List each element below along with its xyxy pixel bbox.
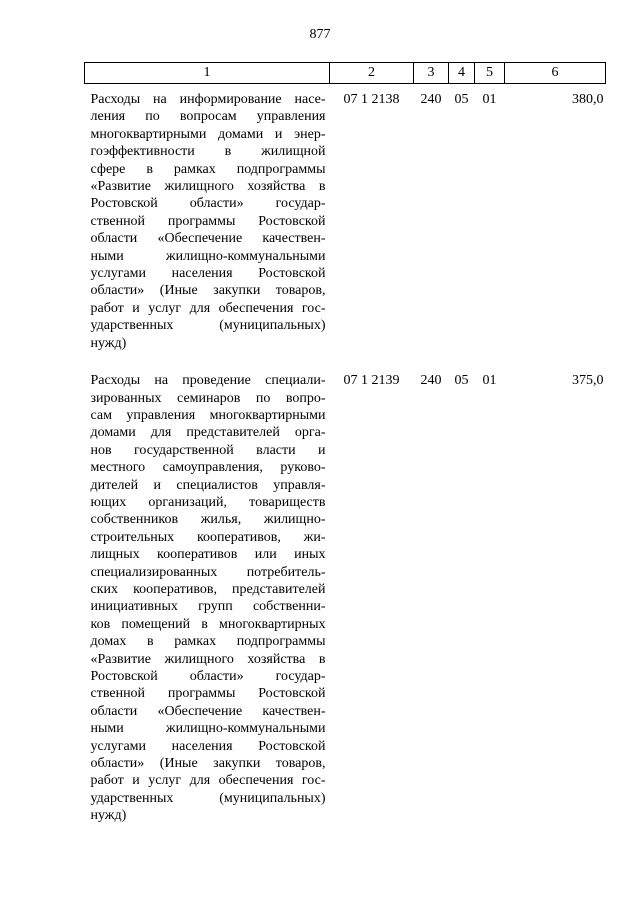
description-line: дителей и специалистов управля- [90,477,326,493]
description-line: ственной программы Ростовской [90,213,326,229]
description-line: местного самоуправления, руково- [90,460,326,476]
row-amount: 380,0 [572,92,604,107]
description-line: услугами населения Ростовской [90,266,326,282]
column-header-1: 1 [85,63,330,84]
description-line: ственной программы Ростовской [90,686,326,702]
row-col3: 240 [420,373,442,389]
description-line: ными жилищно-коммунальными [90,721,326,737]
column-header-4: 4 [449,63,475,84]
description-line: «Развитие жилищного хозяйства в [90,651,326,667]
table-row [85,84,606,353]
description-line: нужд) [90,335,127,351]
description-line: сфере в рамках подпрограммы [90,161,326,177]
row-description [85,84,330,353]
row-col5: 01 [482,92,497,107]
description-line: ления по вопросам управления [90,109,326,125]
column-header-2: 2 [330,63,414,84]
row-description [85,352,330,825]
description-line: работ и услуг для обеспечения гос- [90,300,326,316]
description-line: Расходы на проведение специали- [90,373,326,389]
description-line: ударственных (муниципальных) [90,318,326,334]
row-code: 07 1 2139 [343,373,400,389]
description-line: инициативных групп собственни- [90,599,326,615]
description-line: строительных кооперативов, жи- [90,529,326,545]
description-line: лищных кооперативов или иных [90,547,326,563]
description-line: Расходы на информирование насе- [90,92,326,107]
description-line: области» (Иные закупки товаров, [90,283,326,299]
description-line: области «Обеспечение качествен- [90,231,326,247]
description-line: «Развитие жилищного хозяйства в [90,179,326,195]
description-line: работ и услуг для обеспечения гос- [90,773,326,789]
description-line: гоэффективности в жилищной [90,144,326,160]
column-header-5: 5 [475,63,505,84]
description-line: нужд) [90,808,127,824]
row-col3: 240 [420,92,442,107]
description-line: сам управления многоквартирными [90,407,326,423]
budget-table [84,62,606,825]
description-line: Ростовской области» государ- [90,196,326,212]
description-line: домах в рамках подпрограммы [90,634,326,650]
description-line: ударственных (муниципальных) [90,790,326,806]
row-col5: 01 [482,373,497,389]
description-line: области «Обеспечение качествен- [90,703,326,719]
column-header-3: 3 [414,63,449,84]
page-number: 877 [309,27,331,42]
description-line: нов государственной власти и [90,442,326,458]
description-line: зированных семинаров по вопро- [90,390,326,406]
row-amount: 375,0 [572,373,604,389]
row-col4: 05 [454,373,469,389]
description-line: ков помещений в многоквартирных [90,616,326,632]
description-line: домами для представителей орга- [90,425,326,441]
description-line: ными жилищно-коммунальными [90,248,326,264]
column-header-6: 6 [505,63,606,84]
description-line: Ростовской области» государ- [90,669,326,684]
row-code: 07 1 2138 [343,92,400,107]
description-line: многоквартирными домами и энер- [90,126,326,142]
description-line: собственников жилья, жилищно- [90,512,326,528]
description-line: области» (Иные закупки товаров, [90,756,326,772]
description-line: услугами населения Ростовской [90,738,326,754]
description-line: ских кооперативов, представителей [90,581,326,597]
table-row [85,352,606,825]
description-line: ющих организаций, товариществ [90,494,326,510]
row-col4: 05 [454,92,469,107]
table-header-row [85,63,606,84]
description-line: специализированных потребитель- [90,564,326,580]
